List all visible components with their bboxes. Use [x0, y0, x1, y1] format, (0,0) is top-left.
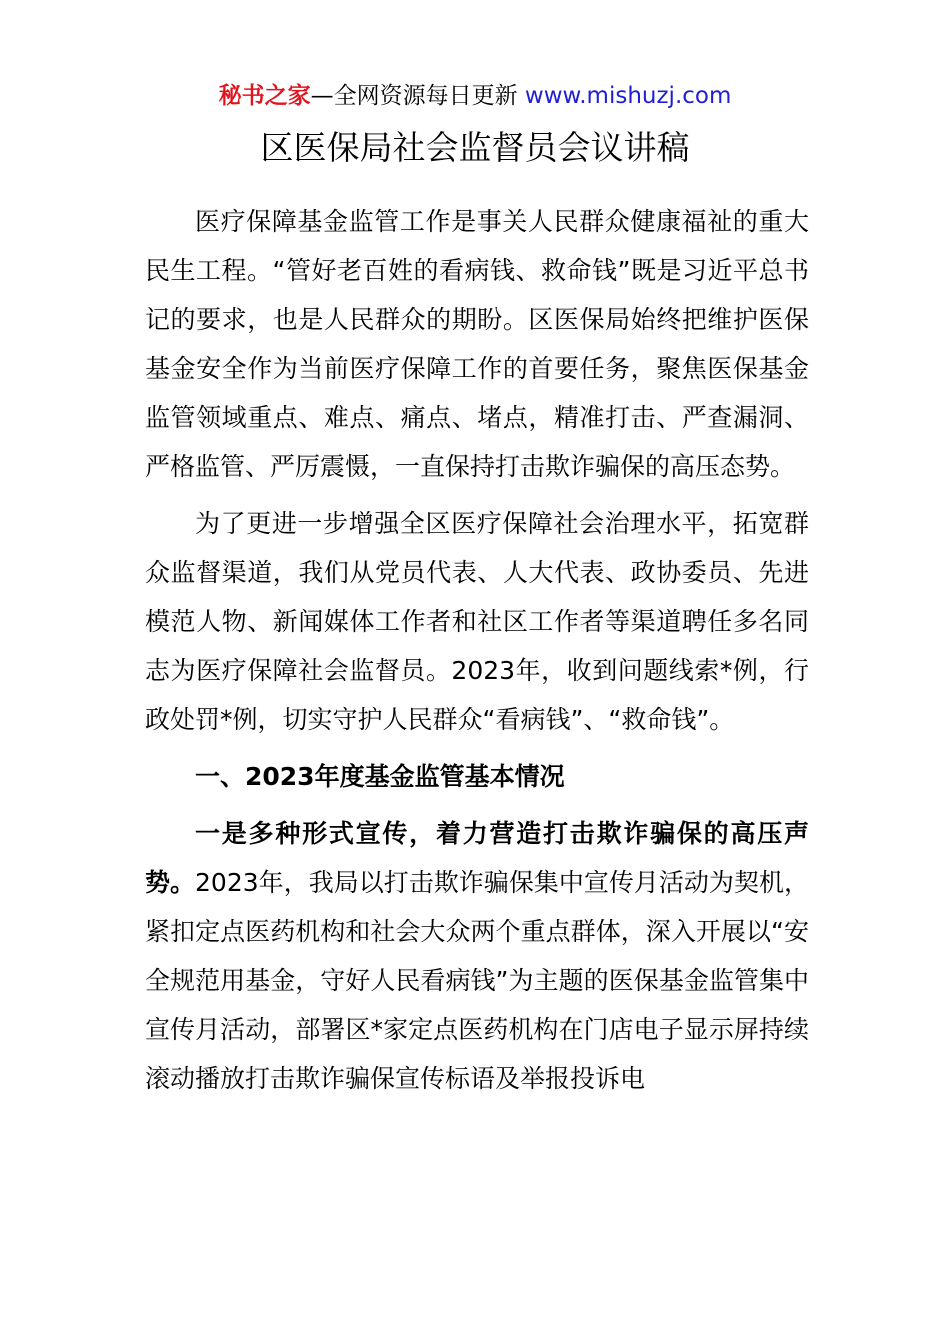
document-title: 区医保局社会监督员会议讲稿 [260, 128, 690, 167]
document-body [145, 197, 809, 1103]
site-url-link[interactable]: www.mishuzj.com [524, 83, 732, 109]
brand-name: 秘书之家 [218, 83, 311, 109]
paragraph-supervisors: 为了更进一步增强全区医疗保障社会治理水平，拓宽群众监督渠道，我们从党员代表、人大代表、政协委员、先进模范人物、新闻媒体工作者和社区工作者等渠道聘任多名同志为医疗保障社会监督员。2023年，收到问题线索*例，行政处罚*例，切实守护人民群众“看病钱”、“救命钱”。 [145, 509, 809, 734]
paragraph-lead-sentence: 一是多种形式宣传，着力营造打击欺诈骗保的高压声势。 [145, 819, 809, 897]
paragraph-publicity-body: 2023年，我局以打击欺诈骗保集中宣传月活动为契机，紧扣定点医药机构和社会大众两个重点群体，深入开展以“安全规范用基金，守好人民看病钱”为主题的医保基金监管集中宣传月活动，部署区*家定点医药机构在门店电子显示屏持续滚动播放打击欺诈骗保宣传标语及举报投诉电 [145, 868, 809, 1093]
section-heading: 一、2023年度基金监管基本情况 [195, 762, 565, 791]
site-banner [0, 80, 950, 112]
paragraph-publicity [145, 809, 809, 1103]
paragraph-intro: 医疗保障基金监管工作是事关人民群众健康福祉的重大民生工程。“管好老百姓的看病钱、救命钱”既是习近平总书记的要求，也是人民群众的期盼。区医保局始终把维护医保基金安全作为当前医疗保障工作的首要任务，聚焦医保基金监管领域重点、难点、痛点、堵点，精准打击、严查漏洞、严格监管、严厉震慑，一直保持打击欺诈骗保的高压态势。 [145, 207, 809, 481]
banner-tagline: —全网资源每日更新 [310, 83, 525, 109]
